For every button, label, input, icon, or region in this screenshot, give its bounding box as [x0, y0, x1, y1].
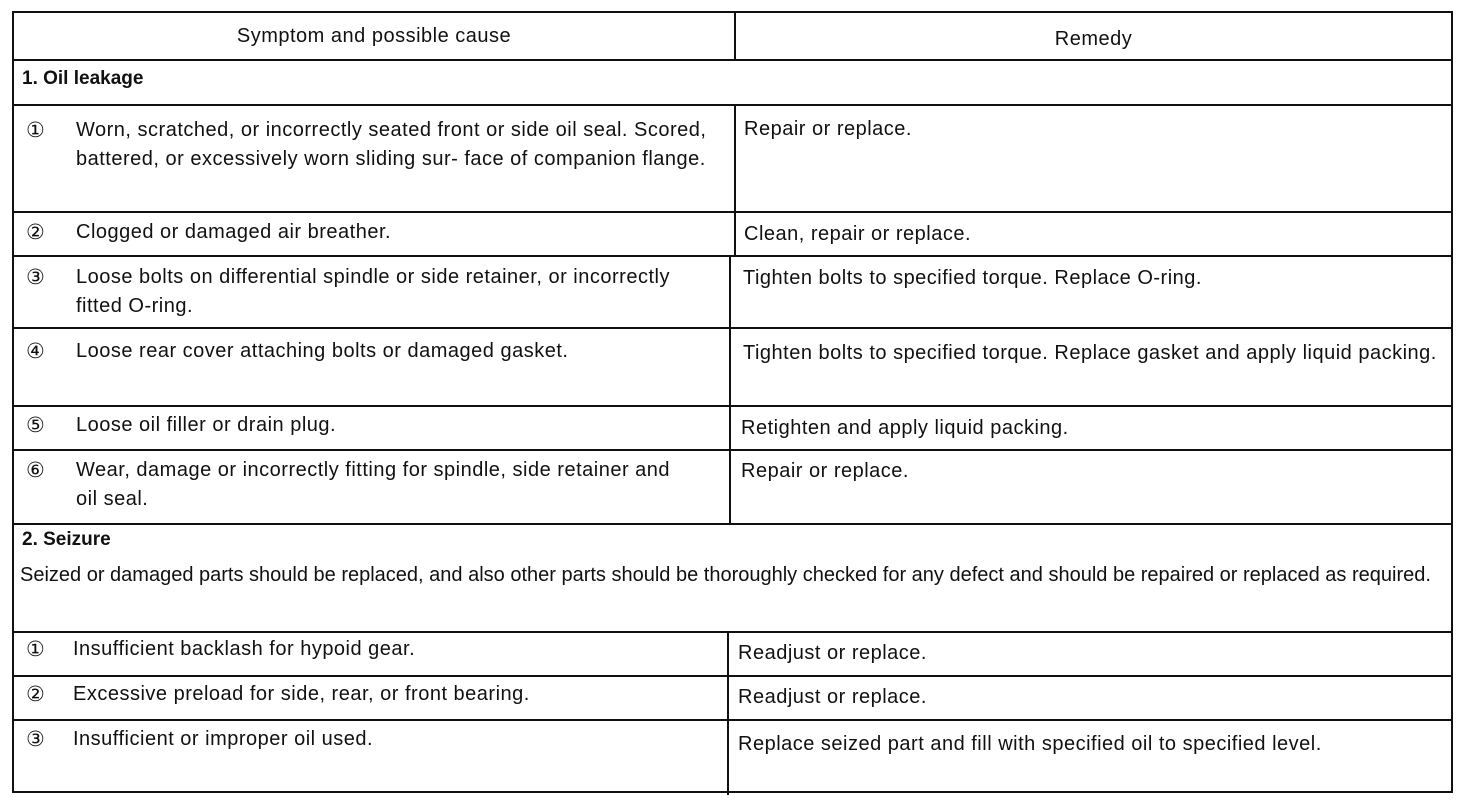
table-row — [14, 675, 1451, 719]
item-number: ② — [26, 683, 46, 706]
remedy-cell — [727, 633, 1451, 675]
header-remedy-label: Remedy — [1054, 28, 1133, 50]
item-number: ⑥ — [26, 459, 46, 482]
section-note: Seized or damaged parts should be replaced, and also other parts should be thoroughly checked for any defect and should be repaired or replaced as required. — [20, 564, 1431, 586]
item-number: ③ — [26, 728, 46, 751]
cause-cell — [14, 106, 734, 211]
item-number: ① — [26, 119, 46, 142]
item-number: ⑤ — [26, 414, 46, 437]
header-symptom-cell — [14, 13, 734, 59]
cause-text: Loose oil filler or drain plug. — [76, 414, 337, 436]
item-number: ① — [26, 638, 46, 661]
cause-text: Excessive preload for side, rear, or front bearing. — [73, 683, 530, 705]
remedy-cell — [729, 257, 1451, 327]
table-row — [14, 449, 1451, 523]
cause-cell — [14, 721, 727, 795]
cause-text: Insufficient or improper oil used. — [73, 728, 374, 750]
table-row — [14, 211, 1451, 255]
item-number: ② — [26, 221, 46, 244]
section-title: 2. Seizure — [22, 529, 111, 550]
remedy-text: Clean, repair or replace. — [744, 223, 972, 245]
remedy-cell — [734, 213, 1451, 255]
item-number: ④ — [26, 340, 46, 363]
cause-text: Worn, scratched, or incorrectly seated front or side oil seal. Scored, battered, or excessively worn sliding sur- face of companion flange. — [76, 119, 707, 170]
troubleshooting-table — [12, 11, 1453, 793]
remedy-text: Replace seized part and fill with specified oil to specified level. — [738, 733, 1322, 755]
table-header-row — [14, 13, 1451, 59]
remedy-cell — [729, 407, 1451, 449]
section-header-row — [14, 59, 1451, 104]
cause-cell — [14, 451, 729, 523]
cause-text: Wear, damage or incorrectly fitting for spindle, side retainer and oil seal. — [76, 459, 671, 510]
cause-cell — [14, 329, 729, 405]
remedy-cell — [729, 451, 1451, 523]
cause-cell — [14, 677, 727, 719]
cause-text: Loose bolts on differential spindle or side retainer, or incorrectly fitted O-ring. — [76, 266, 670, 317]
section-title: 1. Oil leakage — [22, 68, 144, 89]
table-row — [14, 255, 1451, 327]
remedy-text: Tighten bolts to specified torque. Replace O-ring. — [743, 267, 1202, 289]
section-header-row — [14, 523, 1451, 631]
cause-text: Clogged or damaged air breather. — [76, 221, 392, 243]
table-row — [14, 327, 1451, 405]
remedy-cell — [727, 677, 1451, 719]
remedy-text: Repair or replace. — [741, 460, 909, 482]
cause-text: Insufficient backlash for hypoid gear. — [73, 638, 416, 660]
cause-text: Loose rear cover attaching bolts or damaged gasket. — [76, 340, 569, 362]
table-row — [14, 405, 1451, 449]
item-number: ③ — [26, 266, 46, 289]
cause-cell — [14, 407, 729, 449]
remedy-text: Readjust or replace. — [738, 686, 927, 708]
remedy-cell — [729, 329, 1451, 405]
remedy-text: Tighten bolts to specified torque. Replace gasket and apply liquid packing. — [743, 342, 1437, 364]
remedy-text: Readjust or replace. — [738, 642, 927, 664]
table-row — [14, 719, 1451, 795]
header-remedy-cell — [734, 13, 1451, 59]
cause-cell — [14, 633, 727, 675]
cause-cell — [14, 257, 729, 327]
cause-cell — [14, 213, 734, 255]
remedy-text: Retighten and apply liquid packing. — [741, 417, 1069, 439]
remedy-text: Repair or replace. — [744, 118, 912, 140]
table-row — [14, 631, 1451, 675]
table-row — [14, 104, 1451, 211]
remedy-cell — [734, 106, 1451, 211]
header-symptom-label: Symptom and possible cause — [236, 25, 512, 47]
remedy-cell — [727, 721, 1451, 795]
